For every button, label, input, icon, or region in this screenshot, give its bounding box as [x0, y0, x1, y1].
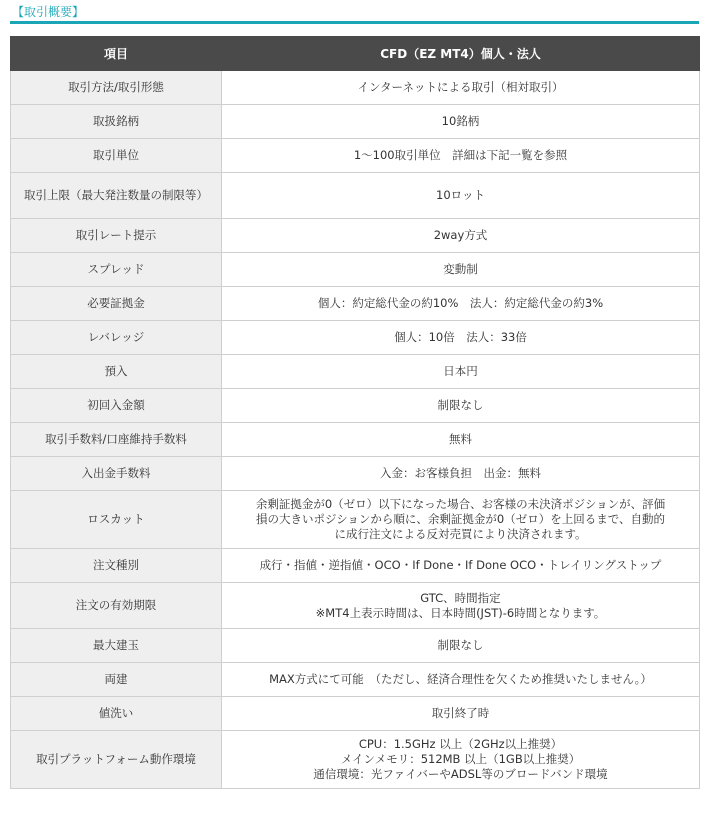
table-row	[11, 71, 700, 105]
table-row	[11, 253, 700, 287]
row-label: 注文種別	[11, 549, 222, 583]
row-value	[222, 71, 700, 105]
row-value-line: 通信環境：光ファイバーやADSL等のブロードバンド環境	[313, 767, 608, 781]
row-value-line: 制限なし	[437, 638, 484, 652]
row-label: 初回入金額	[11, 389, 222, 423]
row-value	[222, 253, 700, 287]
column-header-product: CFD（EZ MT4）個人・法人	[222, 37, 700, 71]
row-value-line: GTC、時間指定	[420, 590, 501, 605]
table-row	[11, 697, 700, 731]
row-value-line: 個人：10倍 法人：33倍	[394, 330, 527, 344]
table-row	[11, 321, 700, 355]
table-row	[11, 105, 700, 139]
table-row	[11, 219, 700, 253]
row-value	[222, 731, 700, 789]
row-value-line: インターネットによる取引（相対取引）	[357, 80, 564, 94]
row-value	[222, 219, 700, 253]
table-row	[11, 355, 700, 389]
row-value-line: 変動制	[443, 262, 478, 276]
row-label: 値洗い	[11, 697, 222, 731]
row-label: 取引手数料/口座維持手数料	[11, 423, 222, 457]
table-row	[11, 173, 700, 219]
row-value-line: 制限なし	[437, 398, 484, 412]
row-value	[222, 457, 700, 491]
row-value	[222, 491, 700, 549]
row-value	[222, 583, 700, 629]
section-title: 【取引概要】	[12, 5, 85, 19]
section-header	[10, 0, 699, 24]
row-value	[222, 287, 700, 321]
row-label: 取扱銘柄	[11, 105, 222, 139]
row-value-line: 10銘柄	[441, 114, 480, 128]
row-label: 取引単位	[11, 139, 222, 173]
table-row	[11, 491, 700, 549]
row-value	[222, 697, 700, 731]
row-value	[222, 549, 700, 583]
table-body	[11, 71, 700, 789]
table-row	[11, 423, 700, 457]
row-value	[222, 139, 700, 173]
row-value-line: メインメモリ：512MB 以上（1GB以上推奨）	[340, 752, 581, 766]
row-value	[222, 321, 700, 355]
row-value-line: 入金：お客様負担 出金：無料	[380, 466, 541, 480]
row-value	[222, 105, 700, 139]
row-value-line: 無料	[449, 432, 472, 446]
row-value-line: 個人：約定総代金の約10% 法人：約定総代金の約3%	[317, 296, 604, 310]
row-value-line: 日本円	[443, 364, 478, 378]
row-value-line: MAX方式にて可能 （ただし、経済合理性を欠くため推奨いたしません。）	[269, 672, 652, 686]
spec-table	[10, 36, 700, 789]
row-value-line: 損の大きいポジションから順に、余剰証拠金が0（ゼロ）を上回るまで、自動的	[255, 512, 666, 526]
row-label: 取引レート提示	[11, 219, 222, 253]
row-value-line: 取引終了時	[431, 706, 490, 720]
row-label: スプレッド	[11, 253, 222, 287]
row-value-line: に成行注文による反対売買により決済されます。	[334, 527, 587, 541]
table-row	[11, 731, 700, 789]
row-value-line: 成行・指値・逆指値・OCO・If Done・If Done OCO・トレイリングストップ	[259, 558, 662, 572]
row-label: レバレッジ	[11, 321, 222, 355]
row-label: ロスカット	[11, 491, 222, 549]
row-value	[222, 663, 700, 697]
row-value-line: 10ロット	[436, 188, 485, 202]
row-value	[222, 173, 700, 219]
row-label: 両建	[11, 663, 222, 697]
row-value-line: ※MT4上表示時間は、日本時間(JST)-6時間となります。	[315, 605, 606, 620]
table-row	[11, 457, 700, 491]
row-label: 必要証拠金	[11, 287, 222, 321]
row-value-line: 2way方式	[433, 228, 488, 242]
row-value	[222, 389, 700, 423]
table-row	[11, 139, 700, 173]
row-label: 最大建玉	[11, 629, 222, 663]
table-row	[11, 583, 700, 629]
row-value	[222, 355, 700, 389]
table-row	[11, 549, 700, 583]
row-label: 取引方法/取引形態	[11, 71, 222, 105]
row-label: 注文の有効期限	[11, 583, 222, 629]
row-value	[222, 423, 700, 457]
row-value-line: 余剰証拠金が0（ゼロ）以下になった場合、お客様の未決済ポジションが、評価	[255, 497, 666, 511]
row-value-line: 1～100取引単位 詳細は下記一覧を参照	[353, 148, 568, 162]
row-value-line: CPU：1.5GHz 以上（2GHz以上推奨）	[358, 737, 563, 751]
column-header-item: 項目	[11, 37, 222, 71]
table-row	[11, 663, 700, 697]
row-value	[222, 629, 700, 663]
row-label: 取引プラットフォーム動作環境	[11, 731, 222, 789]
row-label: 入出金手数料	[11, 457, 222, 491]
row-label: 取引上限（最大発注数量の制限等）	[11, 173, 222, 219]
table-header-row	[11, 37, 700, 71]
row-label: 預入	[11, 355, 222, 389]
table-row	[11, 389, 700, 423]
table-row	[11, 287, 700, 321]
table-row	[11, 629, 700, 663]
